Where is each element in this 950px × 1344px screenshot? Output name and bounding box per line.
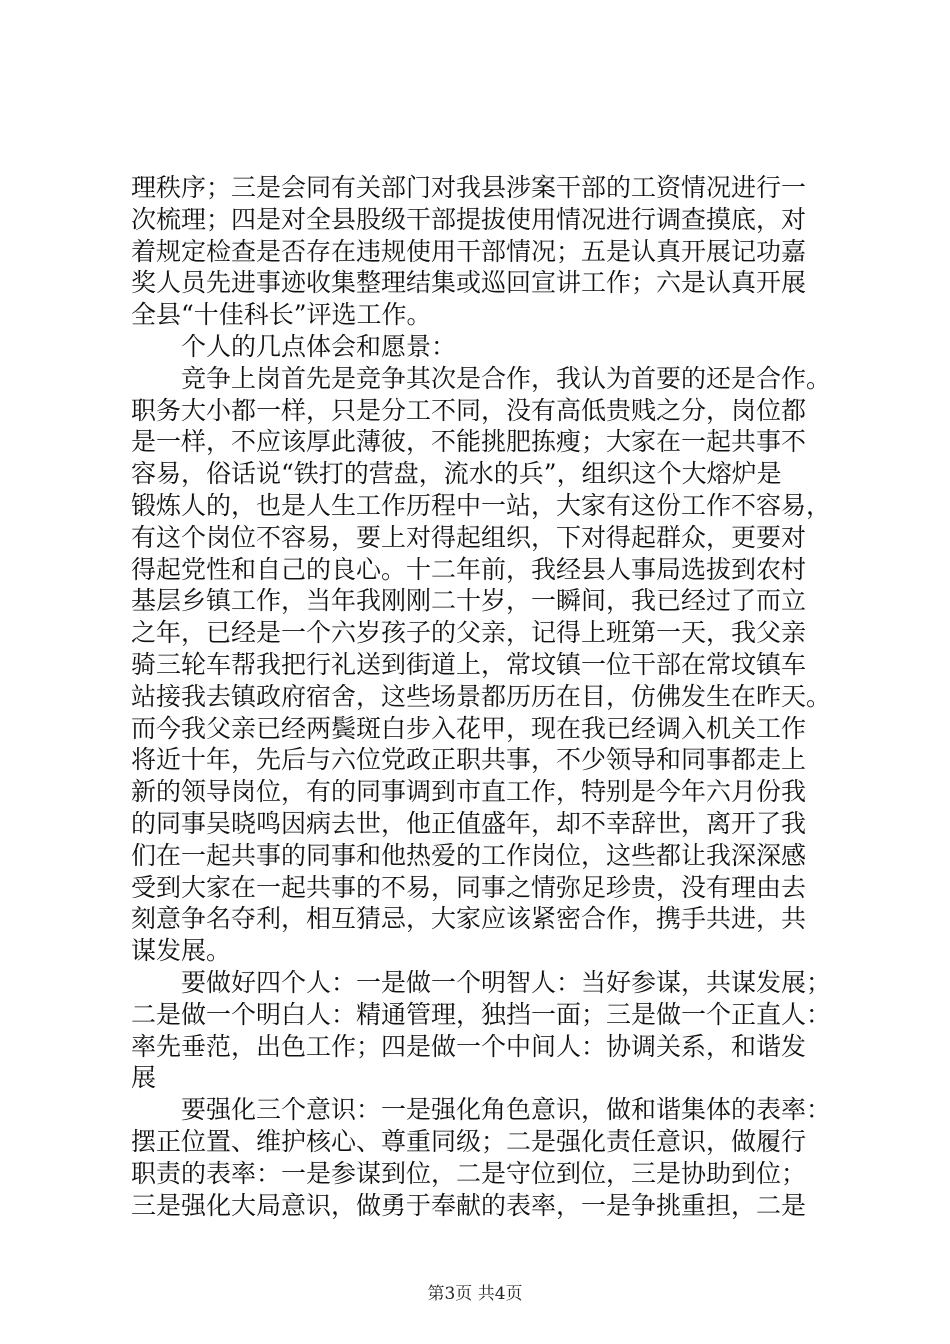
text-line: 受到大家在一起共事的不易，同事之情弥足珍贵，没有理由去 bbox=[131, 872, 807, 902]
text-line: 将近十年，先后与六位党政正职共事，不少领导和同事都走上 bbox=[131, 745, 807, 775]
text-line: 展 bbox=[131, 1063, 157, 1093]
text-line: 站接我去镇政府宿舍，这些场景都历历在目，仿佛发生在昨天。 bbox=[131, 681, 832, 711]
text-line: 而今我父亲已经两鬓斑白步入花甲，现在我已经调入机关工作 bbox=[131, 713, 807, 743]
text-line: 要强化三个意识：一是强化角色意识，做和谐集体的表率： bbox=[181, 1095, 832, 1125]
text-line: 要做好四个人：一是做一个明智人：当好参谋，共谋发展； bbox=[181, 967, 832, 997]
text-line: 的同事吴晓鸣因病去世，他正值盛年，却不幸辞世，离开了我 bbox=[131, 808, 807, 838]
document-body bbox=[131, 172, 841, 1221]
page-footer: 第3页 共4页 bbox=[427, 1284, 523, 1304]
text-line: 三是强化大局意识，做勇于奉献的表率，一是争挑重担，二是 bbox=[131, 1190, 807, 1220]
text-line: 新的领导岗位，有的同事调到市直工作，特别是今年六月份我 bbox=[131, 777, 807, 807]
text-line: 个人的几点体会和愿景： bbox=[181, 331, 457, 361]
text-line: 率先垂范，出色工作；四是做一个中间人：协调关系，和谐发 bbox=[131, 1031, 807, 1061]
text-line: 之年，已经是一个六岁孩子的父亲，记得上班第一天，我父亲 bbox=[131, 618, 807, 648]
text-line: 是一样，不应该厚此薄彼，不能挑肥拣瘦；大家在一起共事不 bbox=[131, 427, 807, 457]
text-line: 理秩序；三是会同有关部门对我县涉案干部的工资情况进行一 bbox=[131, 173, 807, 202]
text-line: 们在一起共事的同事和他热爱的工作岗位，这些都让我深深感 bbox=[131, 840, 807, 870]
text-line: 竞争上岗首先是竞争其次是合作，我认为首要的还是合作。 bbox=[181, 363, 832, 393]
text-line: 奖人员先进事迹收集整理结集或巡回宣讲工作；六是认真开展 bbox=[131, 268, 807, 298]
text-line: 职责的表率：一是参谋到位，二是守位到位，三是协助到位； bbox=[131, 1158, 807, 1188]
text-line: 全县“十佳科长”评选工作。 bbox=[131, 300, 432, 330]
text-line: 谋发展。 bbox=[131, 936, 232, 966]
text-line: 有这个岗位不容易，要上对得起组织，下对得起群众，更要对 bbox=[131, 522, 807, 552]
text-line: 基层乡镇工作，当年我刚刚二十岁，一瞬间，我已经过了而立 bbox=[131, 586, 807, 616]
text-line: 骑三轮车帮我把行礼送到街道上，常坟镇一位干部在常坟镇车 bbox=[131, 649, 807, 679]
text-line: 摆正位置、维护核心、尊重同级；二是强化责任意识，做履行 bbox=[131, 1126, 807, 1156]
text-line: 得起党性和自己的良心。十二年前，我经县人事局选拔到农村 bbox=[131, 554, 807, 584]
text-line: 职务大小都一样，只是分工不同，没有高低贵贱之分，岗位都 bbox=[131, 395, 807, 425]
text-line: 锻炼人的，也是人生工作历程中一站，大家有这份工作不容易， bbox=[131, 490, 832, 520]
text-line: 二是做一个明白人：精通管理，独挡一面；三是做一个正直人： bbox=[131, 999, 832, 1029]
text-line: 刻意争名夺利，相互猜忌，大家应该紧密合作，携手共进，共 bbox=[131, 904, 807, 934]
text-line: 着规定检查是否存在违规使用干部情况；五是认真开展记功嘉 bbox=[131, 236, 807, 266]
text-line: 容易，俗话说“铁打的营盘，流水的兵”，组织这个大熔炉是 bbox=[131, 459, 782, 489]
text-line: 次梳理；四是对全县股级干部提拔使用情况进行调查摸底，对 bbox=[131, 204, 807, 234]
